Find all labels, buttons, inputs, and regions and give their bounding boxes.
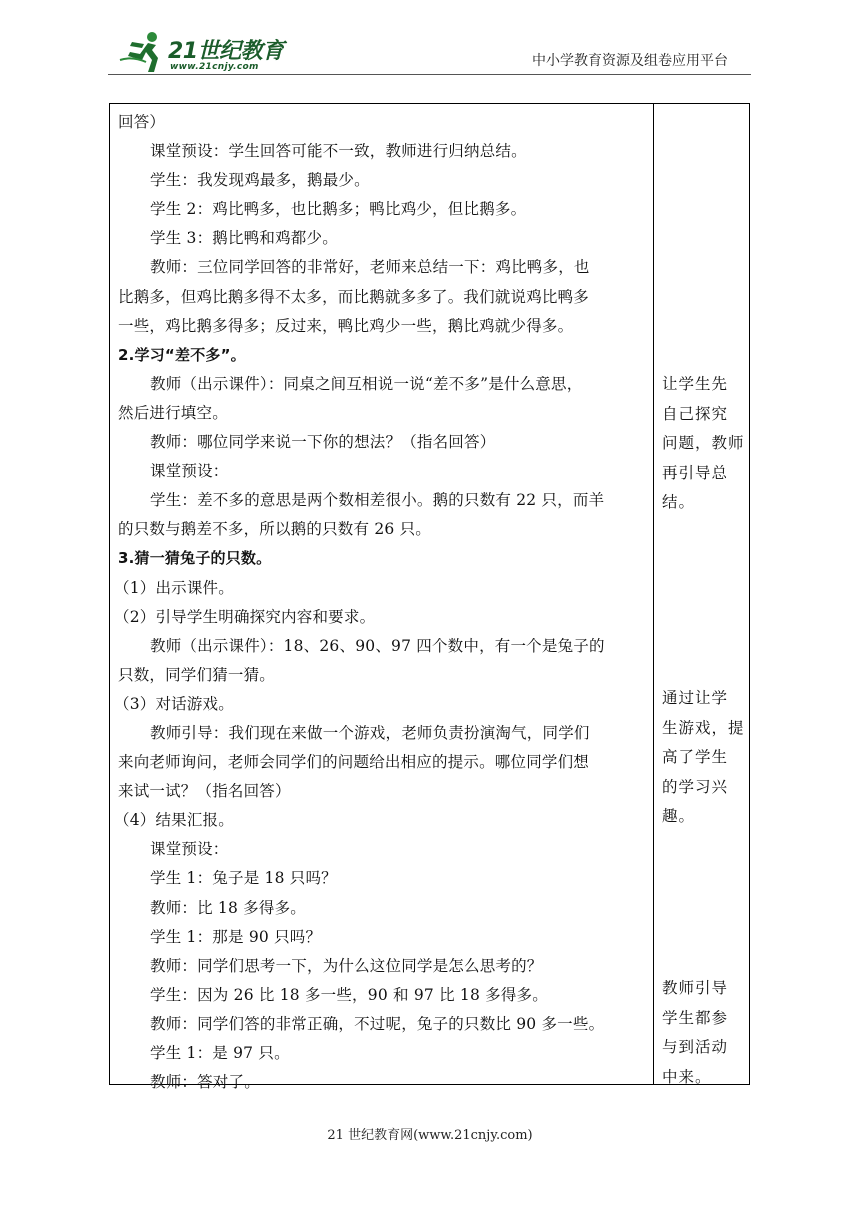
text-line: 教师：比 18 多得多。 (150, 898, 306, 917)
text-line: 学生 1：兔子是 18 只吗？ (150, 869, 337, 888)
text-line: 的只数与鹅差不多，所以鹅的只数有 26 只。 (118, 520, 431, 539)
text-line: 教师引导：我们现在来做一个游戏，老师负责扮演淘气，同学们 (150, 723, 590, 742)
section-heading: 2.学习“差不多”。 (118, 345, 246, 364)
note-line: 与到活动 (662, 1038, 729, 1056)
runner-logo-icon (118, 30, 170, 74)
text-line: 学生 1：是 97 只。 (150, 1044, 290, 1062)
platform-title: 中小学教育资源及组卷应用平台 (532, 53, 728, 69)
text-line: 来试一试？（指名回答） (118, 782, 291, 801)
section-heading: 3.猜一猜兔子的只数。 (118, 549, 272, 568)
note-line: 让学生先 (662, 375, 729, 393)
text-line: 比鹅多，但鸡比鹅多得不太多，而比鹅就多多了。我们就说鸡比鸭多 (118, 287, 590, 306)
text-line: 学生 1：那是 90 只吗？ (150, 927, 322, 946)
note-line: 自己探究 (662, 404, 729, 423)
text-line: 学生 3：鹅比鸭和鸡都少。 (150, 229, 338, 248)
column-divider (653, 104, 654, 1084)
logo-url: www.21cnjy.com (170, 62, 259, 72)
note-line: 教师引导 (662, 979, 729, 997)
design-note (662, 370, 748, 518)
note-line: 结。 (662, 493, 696, 511)
teaching-process-column (110, 108, 653, 1097)
text-line: 回答） (118, 113, 166, 131)
text-line: 教师（出示课件）：同桌之间互相说一说“差不多”是什么意思， (150, 374, 583, 393)
text-line: （3）对话游戏。 (114, 694, 234, 713)
text-line: 课堂预设：学生回答可能不一致，教师进行归纳总结。 (150, 142, 527, 161)
site-logo[interactable] (118, 30, 288, 76)
note-line: 学生都参 (662, 1008, 729, 1027)
note-line: 问题，教师 (662, 434, 745, 452)
design-note (662, 974, 748, 1092)
note-line: 中来。 (662, 1067, 712, 1086)
text-line: （2）引导学生明确探究内容和要求。 (114, 607, 376, 626)
text-line: 教师：哪位同学来说一下你的想法？（指名回答） (150, 433, 496, 452)
text-line: 教师：答对了。 (150, 1073, 260, 1092)
text-line: 来向老师询问，老师会同学们的问题给出相应的提示。哪位同学们想 (118, 753, 590, 772)
text-line: 教师：三位同学回答的非常好，老师来总结一下：鸡比鸭多，也 (150, 258, 590, 277)
logo-text: 21世纪教育 (168, 39, 284, 64)
note-line: 趣。 (662, 807, 696, 825)
text-line: 课堂预设： (150, 840, 229, 859)
text-line: 学生：我发现鸡最多，鹅最少。 (150, 171, 370, 190)
header-divider (108, 74, 751, 75)
design-note (662, 684, 748, 832)
text-line: （1）出示课件。 (114, 578, 234, 597)
note-line: 通过让学 (662, 689, 729, 707)
lesson-table (109, 103, 750, 1092)
text-line: 课堂预设： (150, 462, 229, 481)
note-line: 再引导总 (662, 463, 729, 482)
text-line: 然后进行填空。 (118, 403, 228, 422)
text-line: 教师：同学们答的非常正确，不过呢，兔子的只数比 90 多一些。 (150, 1014, 605, 1033)
note-line: 的学习兴 (662, 777, 729, 796)
text-line: 只数，同学们猜一猜。 (118, 665, 276, 684)
text-line: 一些，鸡比鹅多得多；反过来，鸭比鸡少一些，鹅比鸡就少得多。 (118, 316, 574, 335)
text-line: 教师（出示课件）：18、26、90、97 四个数中，有一个是兔子的 (150, 636, 605, 655)
note-line: 生游戏，提 (662, 718, 745, 737)
text-line: 学生：差不多的意思是两个数相差很小。鹅的只数有 22 只，而羊 (150, 491, 605, 510)
text-line: 学生 2：鸡比鸭多，也比鹅多；鸭比鸡少，但比鹅多。 (150, 200, 527, 219)
page-footer: 21 世纪教育网(www.21cnjy.com) (327, 1128, 533, 1143)
text-line: （4）结果汇报。 (114, 811, 234, 830)
page-header (0, 0, 860, 80)
text-line: 学生：因为 26 比 18 多一些，90 和 97 比 18 多得多。 (150, 985, 548, 1004)
note-line: 高了学生 (662, 748, 729, 766)
text-line: 教师：同学们思考一下，为什么这位同学是怎么思考的？ (150, 956, 543, 975)
